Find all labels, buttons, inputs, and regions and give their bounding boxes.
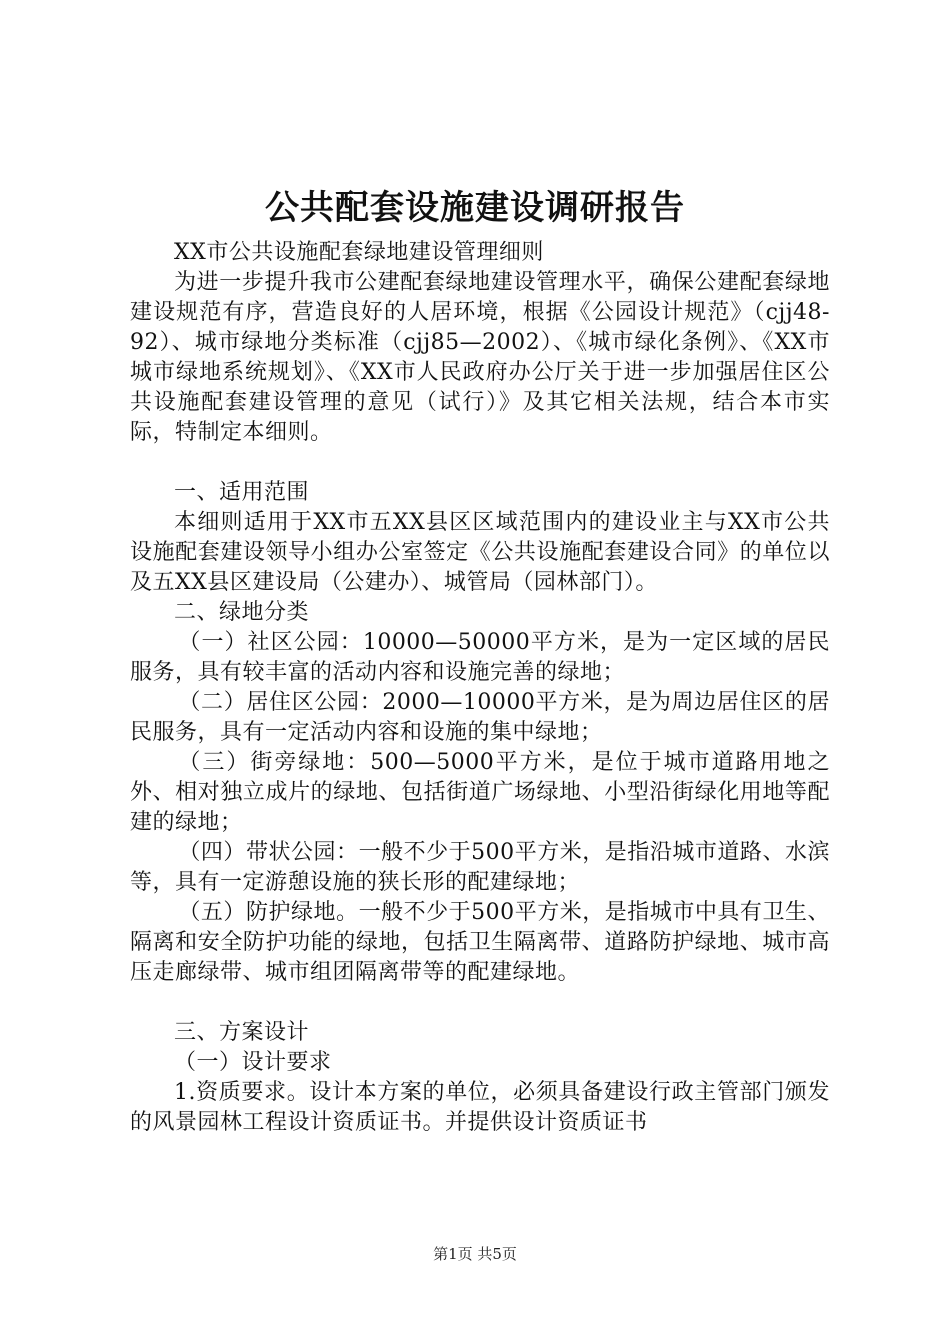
page-footer: 第1页 共5页 (433, 1245, 517, 1263)
paragraph-gap (130, 988, 830, 1018)
paragraph-qualification: 1.资质要求。设计本方案的单位，必须具备建设行政主管部门颁发的风景园林工程设计资质证书。并提供设计资质证书 (130, 1080, 830, 1135)
paragraph-street-green: （三）街旁绿地：500—5000平方米，是位于城市道路用地之外、相对独立成片的绿地、包括街道广场绿地、小型沿街绿化用地等配建的绿地； (130, 750, 830, 835)
heading-design: 三、方案设计 (174, 1020, 310, 1045)
paragraph-protective-green: （五）防护绿地。一般不少于500平方米，是指城市中具有卫生、隔离和安全防护功能的绿地，包括卫生隔离带、道路防护绿地、城市高压走廊绿带、城市组团隔离带等的配建绿地。 (130, 900, 830, 985)
heading-scope: 一、适用范围 (174, 480, 310, 505)
paragraph-strip-park: （四）带状公园：一般不少于500平方米，是指沿城市道路、水滨等，具有一定游憩设施的狭长形的配建绿地； (130, 840, 830, 895)
paragraph-gap (130, 448, 830, 478)
paragraph-scope: 本细则适用于XX市五XX县区区域范围内的建设业主与XX市公共设施配套建设领导小组办公室签定《公共设施配套建设合同》的单位以及五XX县区建设局（公建办）、城管局（园林部门）。 (130, 510, 830, 595)
heading-design-requirements: （一）设计要求 (174, 1050, 332, 1075)
heading-classification: 二、绿地分类 (174, 600, 310, 625)
document-body (130, 238, 830, 1138)
paragraph-intro: 为进一步提升我市公建配套绿地建设管理水平，确保公建配套绿地建设规范有序，营造良好的人居环境，根据《公园设计规范》（cjj48-92）、城市绿地分类标准（cjj85—2002）、《城市绿化条例》、《XX市城市绿地系统规划》、《XX市人民政府办公厅关于进一步加强居住区公共设施配套建设管理的意见（试行）》及其它相关法规，结合本市实际，特制定本细则。 (130, 270, 830, 445)
paragraph-subtitle: XX市公共设施配套绿地建设管理细则 (174, 240, 544, 265)
paragraph-community-park: （一）社区公园：10000—50000平方米，是为一定区域的居民服务，具有较丰富的活动内容和设施完善的绿地； (130, 630, 830, 685)
paragraph-residential-park: （二）居住区公园：2000—10000平方米，是为周边居住区的居民服务，具有一定活动内容和设施的集中绿地； (130, 690, 830, 745)
document-title: 公共配套设施建设调研报告 (265, 188, 685, 228)
